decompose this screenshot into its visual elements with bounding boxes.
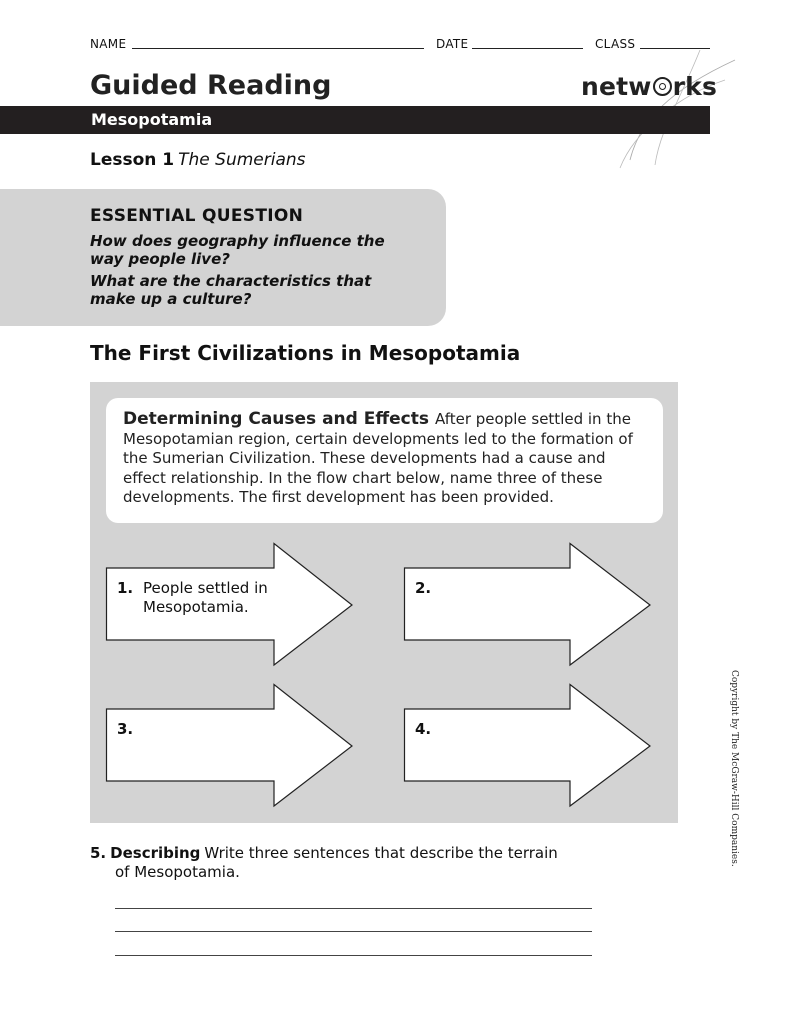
class-label: CLASS xyxy=(595,37,636,51)
unit-title: Mesopotamia xyxy=(91,110,213,129)
flow-number-3: 3. xyxy=(117,720,134,738)
networks-logo xyxy=(581,72,717,101)
flow-arrow-3 xyxy=(106,684,356,808)
class-field[interactable] xyxy=(640,48,710,49)
logo-o-icon xyxy=(653,77,672,96)
logo-prefix: netw xyxy=(581,72,652,101)
instruction-heading: Determining Causes and Effects xyxy=(123,409,429,429)
date-label: DATE xyxy=(436,37,469,51)
lesson-number: Lesson 1 xyxy=(90,150,175,170)
instruction-body: After people settled in the Mesopotamian region, certain developments led to the formation of the Sumerian Civilization. These developments had a cause and effect relationship. In the flow chart below, name three of these developments. The first development has been provided. xyxy=(123,410,633,506)
flow-number-4: 4. xyxy=(415,720,432,738)
name-label: NAME xyxy=(90,37,127,51)
lesson-name: The Sumerians xyxy=(178,150,306,170)
name-field[interactable] xyxy=(132,48,424,49)
essential-question-title: ESSENTIAL QUESTION xyxy=(90,206,304,226)
essential-question-1: How does geography influence the way people live? xyxy=(90,232,385,268)
answer-line-1[interactable] xyxy=(115,908,592,909)
copyright-notice: Copyright by The McGraw-Hill Companies. xyxy=(729,670,739,867)
instruction-text xyxy=(123,410,653,508)
answer-line-3[interactable] xyxy=(115,955,592,956)
question-5-label: Describing xyxy=(110,844,201,862)
question-5-number: 5. xyxy=(90,844,107,862)
question-5 xyxy=(90,844,610,863)
question-5-text: Write three sentences that describe the terrain xyxy=(204,844,558,862)
answer-line-2[interactable] xyxy=(115,931,592,932)
logo-suffix: rks xyxy=(672,72,718,101)
page-title: Guided Reading xyxy=(90,70,332,101)
section-title: The First Civilizations in Mesopotamia xyxy=(90,341,521,365)
flow-text-1a: People settled in xyxy=(143,579,268,597)
flow-text-1b: Mesopotamia. xyxy=(143,598,249,616)
question-5-text-line2: of Mesopotamia. xyxy=(115,863,240,881)
flow-arrow-2 xyxy=(404,543,654,667)
essential-question-2: What are the characteristics that make up a culture? xyxy=(90,272,372,308)
lesson-heading xyxy=(90,150,306,170)
flow-arrow-4 xyxy=(404,684,654,808)
flow-number-2: 2. xyxy=(415,579,432,597)
date-field[interactable] xyxy=(472,48,583,49)
flow-number-1: 1. xyxy=(117,579,134,597)
